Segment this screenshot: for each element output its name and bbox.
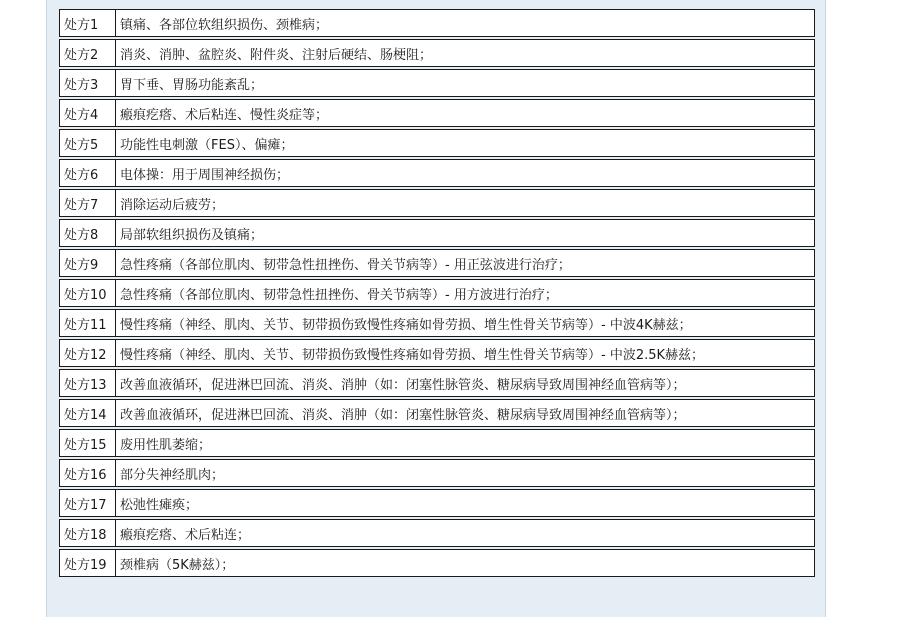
table-row <box>59 519 815 547</box>
prescription-description: 松弛性瘫痪； <box>115 489 815 517</box>
table-row <box>59 309 815 337</box>
prescription-description: 废用性肌萎缩； <box>115 429 815 457</box>
table-row <box>59 129 815 157</box>
prescription-description: 局部软组织损伤及镇痛； <box>115 219 815 247</box>
prescription-name: 处方16 <box>59 459 115 487</box>
table-row <box>59 9 815 37</box>
prescription-name: 处方19 <box>59 549 115 577</box>
prescription-description: 胃下垂、胃肠功能紊乱； <box>115 69 815 97</box>
table-row <box>59 399 815 427</box>
prescription-description: 颈椎病（5K赫兹）； <box>115 549 815 577</box>
prescription-description: 慢性疼痛（神经、肌肉、关节、韧带损伤致慢性疼痛如骨劳损、增生性骨关节病等）- 中波2.5K赫兹； <box>115 339 815 367</box>
prescription-name: 处方11 <box>59 309 115 337</box>
prescription-name: 处方5 <box>59 129 115 157</box>
prescription-description: 电体操：用于周围神经损伤； <box>115 159 815 187</box>
table-row <box>59 549 815 577</box>
prescription-table <box>59 7 815 579</box>
prescription-description: 消除运动后疲劳； <box>115 189 815 217</box>
prescription-name: 处方9 <box>59 249 115 277</box>
prescription-description: 改善血液循环，促进淋巴回流、消炎、消肿（如：闭塞性脉管炎、糖尿病导致周围神经血管病等）； <box>115 369 815 397</box>
table-row <box>59 39 815 67</box>
prescription-name: 处方14 <box>59 399 115 427</box>
prescription-name: 处方13 <box>59 369 115 397</box>
prescription-description: 瘢痕疙瘩、术后粘连； <box>115 519 815 547</box>
prescription-description: 镇痛、各部位软组织损伤、颈椎病； <box>115 9 815 37</box>
table-row <box>59 99 815 127</box>
prescription-name: 处方2 <box>59 39 115 67</box>
table-row <box>59 69 815 97</box>
prescription-name: 处方18 <box>59 519 115 547</box>
prescription-name: 处方12 <box>59 339 115 367</box>
prescription-description: 消炎、消肿、盆腔炎、附件炎、注射后硬结、肠梗阻； <box>115 39 815 67</box>
prescription-description: 部分失神经肌肉； <box>115 459 815 487</box>
table-row <box>59 249 815 277</box>
prescription-description: 改善血液循环，促进淋巴回流、消炎、消肿（如：闭塞性脉管炎、糖尿病导致周围神经血管病等）； <box>115 399 815 427</box>
table-row <box>59 459 815 487</box>
table-row <box>59 369 815 397</box>
prescription-name: 处方3 <box>59 69 115 97</box>
table-row <box>59 159 815 187</box>
prescription-description: 瘢痕疙瘩、术后粘连、慢性炎症等； <box>115 99 815 127</box>
table-row <box>59 429 815 457</box>
prescription-name: 处方4 <box>59 99 115 127</box>
prescription-name: 处方7 <box>59 189 115 217</box>
prescription-name: 处方8 <box>59 219 115 247</box>
table-row <box>59 489 815 517</box>
prescription-description: 急性疼痛（各部位肌肉、韧带急性扭挫伤、骨关节病等）- 用方波进行治疗； <box>115 279 815 307</box>
table-row <box>59 189 815 217</box>
prescription-description: 急性疼痛（各部位肌肉、韧带急性扭挫伤、骨关节病等）- 用正弦波进行治疗； <box>115 249 815 277</box>
prescription-name: 处方10 <box>59 279 115 307</box>
prescription-name: 处方15 <box>59 429 115 457</box>
prescription-description: 功能性电刺激（FES）、偏瘫； <box>115 129 815 157</box>
table-row <box>59 219 815 247</box>
prescription-description: 慢性疼痛（神经、肌肉、关节、韧带损伤致慢性疼痛如骨劳损、增生性骨关节病等）- 中波4K赫兹； <box>115 309 815 337</box>
prescription-name: 处方6 <box>59 159 115 187</box>
table-row <box>59 279 815 307</box>
table-row <box>59 339 815 367</box>
prescription-name: 处方1 <box>59 9 115 37</box>
prescription-name: 处方17 <box>59 489 115 517</box>
